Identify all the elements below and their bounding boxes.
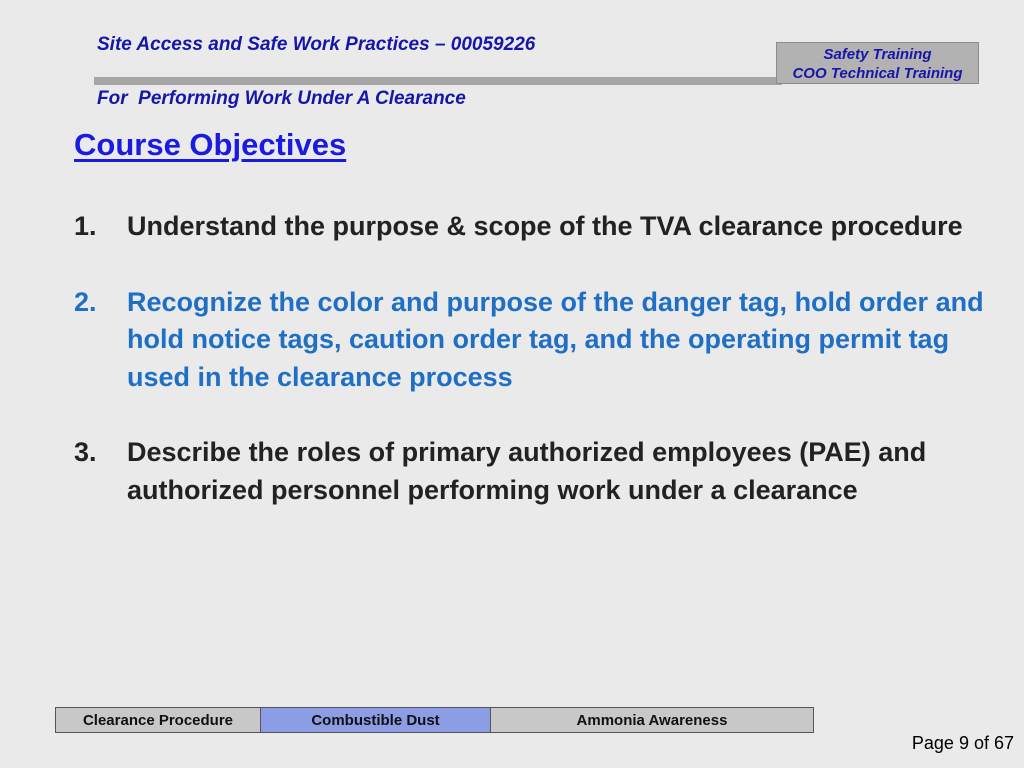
objectives-list: [74, 208, 1004, 547]
module-nav-tabs: [55, 707, 814, 733]
page-indicator: Page 9 of 67: [911, 733, 1014, 753]
objective-text: Understand the purpose & scope of the TVA clearance procedure: [127, 211, 963, 241]
training-badge: [776, 42, 979, 84]
course-title: Site Access and Safe Work Practices – 00059226: [97, 34, 536, 55]
objective-item: [74, 208, 1004, 246]
objective-item: [74, 434, 1004, 509]
objective-item-highlighted: [74, 284, 1004, 397]
section-title: Course Objectives: [74, 127, 347, 162]
tab-clearance-procedure[interactable]: Clearance Procedure: [56, 708, 260, 732]
tab-ammonia-awareness[interactable]: Ammonia Awareness: [490, 708, 813, 732]
tab-combustible-dust[interactable]: Combustible Dust: [260, 708, 490, 732]
objective-number: 3.: [74, 437, 97, 467]
objective-text: Recognize the color and purpose of the danger tag, hold order and hold notice tags, caution order tag, and the operating permit tag used in the clearance process: [127, 286, 984, 392]
objective-number: 1.: [74, 211, 97, 241]
objective-number: 2.: [74, 286, 97, 317]
badge-line-safety-training: Safety Training: [823, 46, 932, 63]
badge-line-coo-technical-training: COO Technical Training: [792, 65, 963, 82]
objective-text: Describe the roles of primary authorized employees (PAE) and authorized personnel performing work under a clearance: [127, 437, 927, 505]
header-divider: [94, 77, 782, 85]
course-subtitle: For Performing Work Under A Clearance: [97, 88, 466, 109]
